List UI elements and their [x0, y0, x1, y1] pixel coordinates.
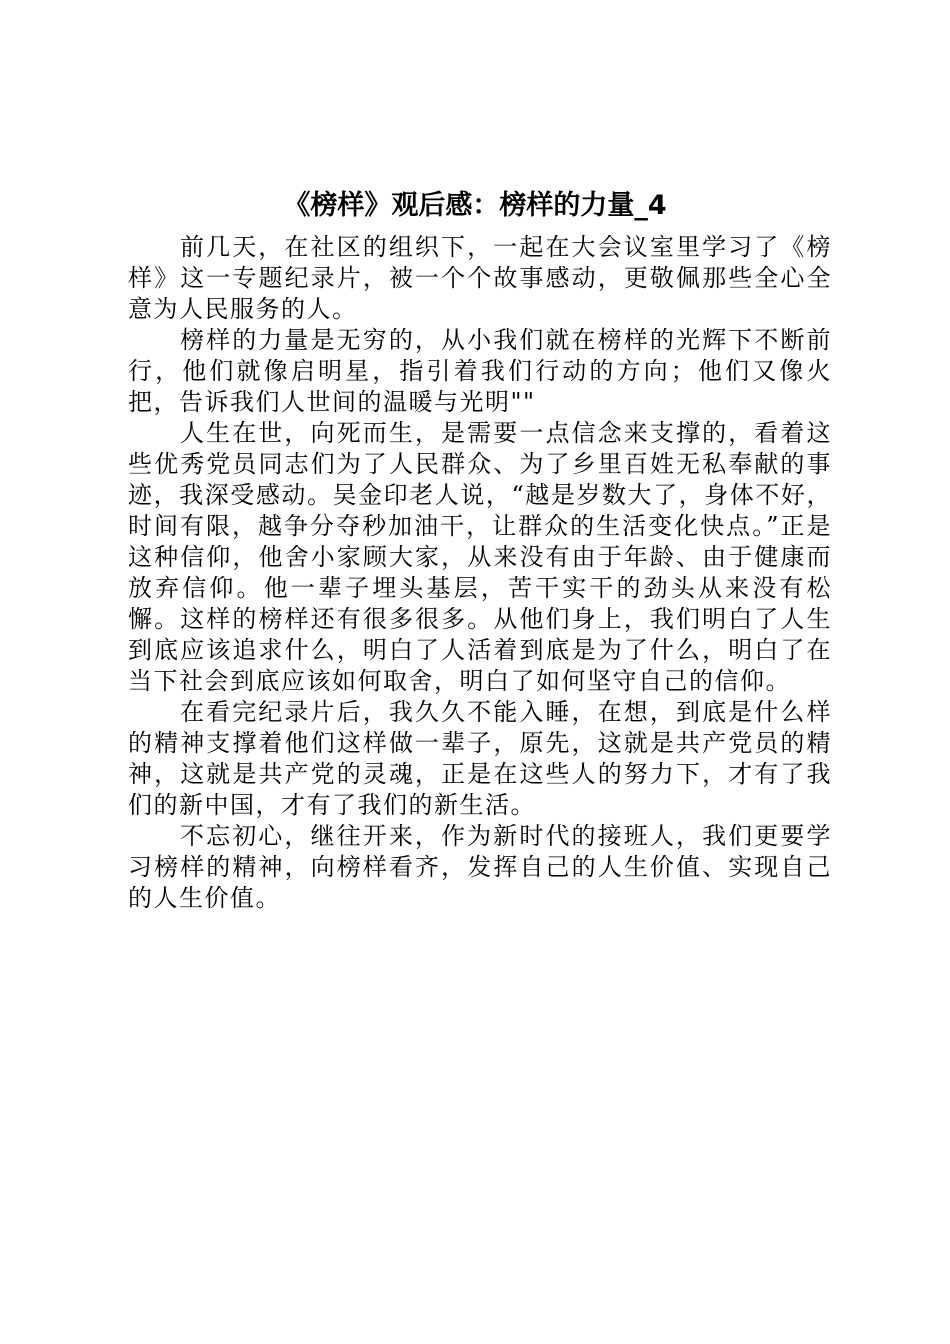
paragraph-3: 人生在世，向死而生，是需要一点信念来支撑的，看着这些优秀党员同志们为了人民群众、为了乡里百姓无私奉献的事迹，我深受感动。吴金印老人说，“越是岁数大了，身体不好，时间有限，越争分夺秒加油干，让群众的生活变化快点。”正是这种信仰，他舍小家顾大家，从来没有由于年龄、由于健康而放弃信仰。他一辈子埋头基层，苦干实干的劲头从来没有松懈。这样的榜样还有很多很多。从他们身上，我们明白了人生到底应该追求什么，明白了人活着到底是为了什么，明白了在当下社会到底应该如何取舍，明白了如何坚守自己的信仰。 [128, 419, 832, 695]
paragraph-1: 前几天，在社区的组织下，一起在大会议室里学习了《榜样》这一专题纪录片，被一个个故事感动，更敬佩那些全心全意为人民服务的人。 [128, 233, 832, 323]
document-title: 《榜样》观后感：榜样的力量_4 [283, 190, 667, 221]
document-body [128, 232, 832, 914]
paragraph-4: 在看完纪录片后，我久久不能入睡，在想，到底是什么样的精神支撑着他们这样做一辈子，原先，这就是共产党员的精神，这就是共产党的灵魂，正是在这些人的努力下，才有了我们的新中国，才有了我们的新生活。 [128, 698, 832, 819]
paragraph-2: 榜样的力量是无穷的，从小我们就在榜样的光辉下不断前行，他们就像启明星，指引着我们行动的方向；他们又像火把，告诉我们人世间的温暖与光明"" [128, 326, 832, 416]
paragraph-5: 不忘初心，继往开来，作为新时代的接班人，我们更要学习榜样的精神，向榜样看齐，发挥自己的人生价值、实现自己的人生价值。 [128, 822, 832, 912]
